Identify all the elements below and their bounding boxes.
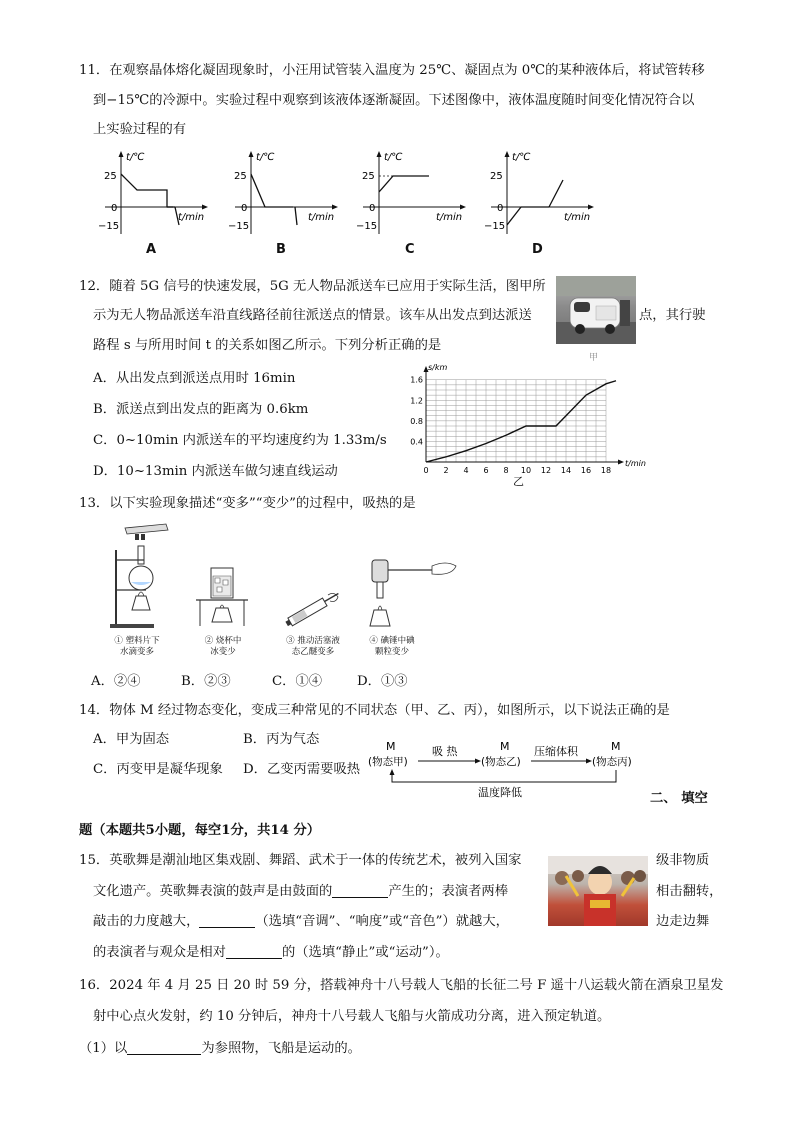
- q15-text-line1b: 级非物质: [656, 853, 710, 868]
- svg-text:0: 0: [369, 203, 376, 214]
- state-change-diagram: [368, 738, 650, 800]
- svg-text:25: 25: [490, 171, 503, 182]
- graph-a-t-label: t/℃: [126, 152, 145, 163]
- q11-text-line1: 11．在观察晶体熔化凝固现象时，小汪用试管装入温度为 25℃、凝固点为 0℃的某种液体后，将试管转移: [79, 63, 705, 78]
- photo-caption-jia: 甲: [589, 353, 599, 363]
- s-t-series-line: [426, 381, 616, 462]
- q12-option-b: B．派送点到出发点的距离为 0.6km: [93, 402, 309, 417]
- diagram-m-3: M: [611, 740, 621, 753]
- x-axis-label: t/min: [625, 459, 646, 468]
- x-axis-arrow: [618, 460, 624, 465]
- q13-caption-1: ① 塑料片下 水滴变多: [114, 636, 160, 657]
- svg-text:−15: −15: [228, 221, 250, 232]
- x-tick-label: 12: [540, 466, 552, 475]
- q11-graph-d: [481, 148, 596, 238]
- q13-caption-4: ④ 碘锤中碘 颗粒变少: [369, 636, 415, 657]
- q11-text-line2: 到−15℃的冷源中。实验过程中观察到该液体逐渐凝固。下述图像中，液体温度随时间变化情况符合以: [93, 93, 695, 108]
- q12-text-line2b: 点，其行驶: [639, 308, 706, 323]
- x-tick-label: 14: [560, 466, 572, 475]
- q15-text-line4: 的表演者与观众是相对 的（选填“静止”或“运动”）。: [93, 945, 449, 960]
- x-tick-label: 16: [580, 466, 592, 475]
- y-tick-label: 0.4: [410, 437, 423, 447]
- svg-text:25: 25: [234, 171, 247, 182]
- diagram-state-jia: (物态甲): [368, 756, 408, 768]
- q16-text-line1: 16．2024 年 4 月 25 日 20 时 59 分，搭载神舟十八号载人飞船的长征二号 F 遥十八运载火箭在酒泉卫星发: [79, 978, 724, 993]
- y-tick-label: 1.2: [410, 396, 423, 406]
- q11-graph-d-label: D: [532, 242, 543, 257]
- svg-text:t/min: t/min: [308, 212, 335, 223]
- q15-text-line3: 敲击的力度越大， （选填“音调”、“响度”或“音色”）就越大，: [93, 914, 509, 929]
- q15-text-line1a: 15．英歌舞是潮汕地区集戏剧、舞蹈、武术于一体的传统艺术，被列入国家: [79, 853, 522, 868]
- q12-text-line1: 12．随着 5G 信号的快速发展，5G 无人物品派送车已应用于实际生活，图甲所: [79, 279, 546, 294]
- diagram-m-2: M: [500, 740, 510, 753]
- yingge-dance-photo: [548, 856, 648, 926]
- q11-graph-c: [353, 148, 468, 238]
- q12-option-c: C．0~10min 内派送车的平均速度约为 1.33m/s: [93, 433, 387, 448]
- x-tick-label: 2: [443, 466, 449, 475]
- q11-graph-a: [95, 148, 210, 238]
- diagram-m-1: M: [386, 740, 396, 753]
- q14-option-c: C．丙变甲是凝华现象: [93, 762, 223, 777]
- q11-graph-a-label: A: [146, 242, 157, 257]
- q11-graph-b: [225, 148, 340, 238]
- x-tick-label: 10: [520, 466, 532, 475]
- q13-option-a: A．②④: [91, 674, 141, 689]
- x-tick-label: 8: [503, 466, 509, 475]
- q13-caption-3: ③ 推动活塞液 态乙醚变多: [286, 636, 340, 657]
- q12-text-line3: 路程 s 与所用时间 t 的关系如图乙所示。下列分析正确的是: [93, 338, 442, 353]
- q12-option-d: D．10~13min 内派送车做匀速直线运动: [93, 464, 338, 479]
- q15-blank-2[interactable]: [199, 913, 255, 928]
- x-tick-label: 0: [423, 466, 429, 475]
- graph-a-tick-25: 25: [104, 171, 117, 182]
- diagram-arrow-absorb-heat: 吸 热: [432, 745, 458, 758]
- q15-text-line2c: 相击翻转，: [656, 884, 723, 899]
- q16-sub1: （1）以 为参照物，飞船是运动的。: [79, 1041, 361, 1056]
- y-tick-label: 0.8: [410, 416, 423, 426]
- q15-blank-1[interactable]: [332, 883, 388, 898]
- q11-graph-b-label: B: [276, 242, 286, 257]
- apparatus-syringe-ether: [280, 585, 350, 630]
- s-t-chart: [402, 362, 652, 480]
- q11-graph-c-label: C: [405, 242, 415, 257]
- apparatus-plastic-sheet: [100, 520, 180, 632]
- q16-text-line2: 射中心点火发射，约 10 分钟后，神舟十八号载人飞船与火箭成功分离，进入预定轨道。: [93, 1009, 611, 1024]
- svg-text:0: 0: [497, 203, 504, 214]
- y-axis-label: s/km: [428, 363, 448, 372]
- svg-text:t/min: t/min: [436, 212, 463, 223]
- q15-text-line3c: 边走边舞: [656, 914, 710, 929]
- q11-text-line3: 上实验过程的有: [93, 122, 187, 137]
- graph-a-x-label: t/min: [178, 212, 205, 223]
- delivery-vehicle-photo: [556, 276, 636, 344]
- apparatus-iodine-hammer: [362, 558, 462, 632]
- q13-option-b: B．②③: [181, 674, 231, 689]
- q12-text-line2a: 示为无人物品派送车沿直线路径前往派送点的情景。该车从出发点到达派送: [93, 308, 532, 323]
- svg-text:t/℃: t/℃: [384, 152, 403, 163]
- chart-caption-yi: 乙: [513, 475, 524, 488]
- graph-a-tick-m15: −15: [98, 221, 120, 232]
- svg-text:0: 0: [241, 203, 248, 214]
- svg-text:t/min: t/min: [564, 212, 591, 223]
- q15-blank-3[interactable]: [226, 944, 282, 959]
- q13-caption-2: ② 烧杯中 冰变少: [204, 636, 242, 657]
- section-2-header-part2: 题（本题共5小题，每空1分，共14 分）: [79, 823, 321, 838]
- section-2-header-part1: 二、 填空: [650, 791, 708, 806]
- q14-option-a: A．甲为固态: [93, 732, 170, 747]
- q13-option-d: D．①③: [357, 674, 408, 689]
- apparatus-beaker-ice: [192, 560, 252, 632]
- q14-option-b: B．丙为气态: [243, 732, 320, 747]
- svg-text:−15: −15: [484, 221, 506, 232]
- svg-text:25: 25: [362, 171, 375, 182]
- diagram-return-cooling: 温度降低: [478, 786, 522, 799]
- svg-text:t/℃: t/℃: [512, 152, 531, 163]
- q14-option-d: D．乙变丙需要吸热: [243, 762, 361, 777]
- graph-a-tick-0: 0: [111, 203, 118, 214]
- q14-text-line1: 14．物体 M 经过物态变化，变成三种常见的不同状态（甲、乙、丙），如图所示，以下说法正确的是: [79, 703, 670, 718]
- diagram-state-yi: (物态乙): [481, 756, 521, 768]
- x-tick-label: 4: [463, 466, 469, 475]
- svg-text:t/℃: t/℃: [256, 152, 275, 163]
- diagram-state-bing: (物态丙): [592, 756, 632, 768]
- x-tick-label: 18: [600, 466, 612, 475]
- q13-option-c: C．①④: [272, 674, 323, 689]
- svg-text:−15: −15: [356, 221, 378, 232]
- diagram-arrow-compress: 压缩体积: [534, 745, 578, 758]
- q12-option-a: A．从出发点到派送点用时 16min: [93, 371, 296, 386]
- q15-text-line2: 文化遗产。英歌舞表演的鼓声是由鼓面的 产生的；表演者两棒: [93, 884, 509, 899]
- q16-blank-1[interactable]: [127, 1040, 201, 1055]
- q13-text-line1: 13．以下实验现象描述“变多”“变少”的过程中，吸热的是: [79, 496, 416, 511]
- x-tick-label: 6: [483, 466, 489, 475]
- y-tick-label: 1.6: [410, 375, 423, 385]
